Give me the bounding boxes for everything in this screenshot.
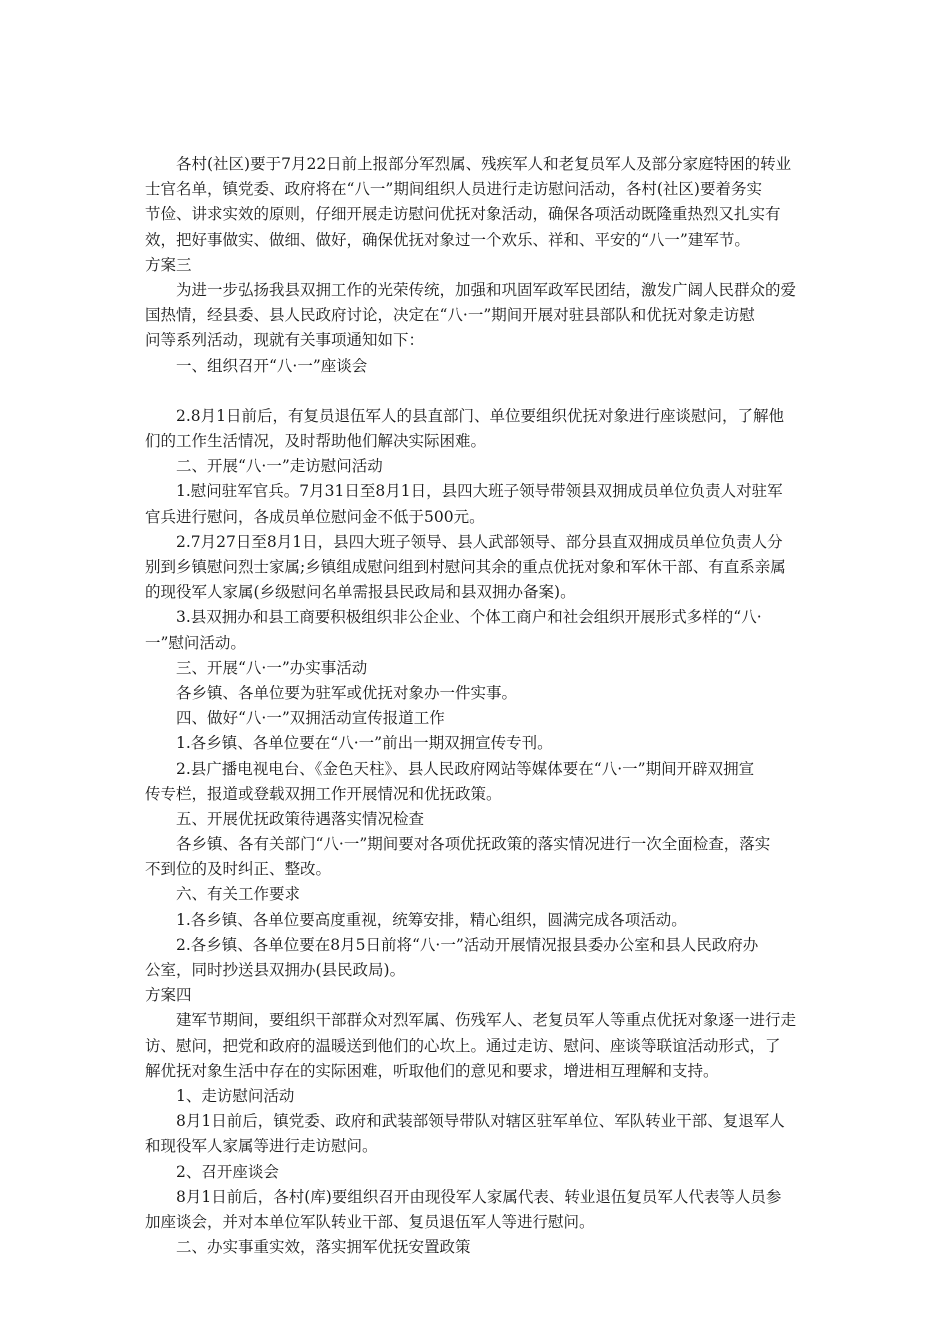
text-line: 官兵进行慰问，各成员单位慰问金不低于500元。 xyxy=(145,507,485,526)
text-line: 的现役军人家属(乡级慰问名单需报县民政局和县双拥办备案)。 xyxy=(145,583,576,602)
text-line: 各乡镇、各单位要为驻军或优抚对象办一件实事。 xyxy=(145,683,518,702)
text-line: 一”慰问活动。 xyxy=(145,633,246,652)
text-line: 3.县双拥办和县工商要积极组织非公企业、个体工商户和社会组织开展形式多样的“八· xyxy=(145,608,762,627)
text-line: 们的工作生活情况，及时帮助他们解决实际困难。 xyxy=(145,432,487,451)
text-line: 四、做好“八·一”双拥活动宣传报道工作 xyxy=(145,709,445,728)
text-line: 访、慰问，把党和政府的温暖送到他们的心坎上。通过走访、慰问、座谈等联谊活动形式，了 xyxy=(145,1036,781,1055)
text-line: 和现役军人家属等进行走访慰问。 xyxy=(145,1137,378,1156)
text-line: 效，把好事做实、做细、做好，确保优抚对象过一个欢乐、祥和、平安的“八一”建军节。 xyxy=(145,230,750,249)
text-line: 8月1日前后，各村(库)要组织召开由现役军人家属代表、转业退伍复员军人代表等人员参 xyxy=(145,1187,782,1206)
text-line: 各乡镇、各有关部门“八·一”期间要对各项优抚政策的落实情况进行一次全面检查，落实 xyxy=(145,835,771,854)
text-line: 二、开展“八·一”走访慰问活动 xyxy=(145,457,383,476)
text-line: 1.慰问驻军官兵。7月31日至8月1日，县四大班子领导带领县双拥成员单位负责人对驻军 xyxy=(145,482,783,501)
text-line: 传专栏，报道或登载双拥工作开展情况和优抚政策。 xyxy=(145,784,502,803)
document-body xyxy=(145,152,805,1260)
text-line: 1.各乡镇、各单位要高度重视，统筹安排，精心组织，圆满完成各项活动。 xyxy=(145,910,687,929)
text-line: 为进一步弘扬我县双拥工作的光荣传统，加强和巩固军政军民团结，激发广阔人民群众的爱 xyxy=(145,280,797,299)
text-line: 三、开展“八·一”办实事活动 xyxy=(145,658,368,677)
text-line: 士官名单，镇党委、政府将在“八一”期间组织人员进行走访慰问活动，各村(社区)要着务实 xyxy=(145,180,762,199)
text-line xyxy=(145,379,805,404)
text-line: 二、办实事重实效，落实拥军优抚安置政策 xyxy=(145,1238,471,1257)
text-line: 五、开展优抚政策待遇落实情况检查 xyxy=(145,809,425,828)
text-line: 1、走访慰问活动 xyxy=(145,1086,295,1105)
text-line: 国热情，经县委、县人民政府讨论，决定在“八·一”期间开展对驻县部队和优抚对象走访慰 xyxy=(145,306,755,325)
text-line: 一、组织召开“八·一”座谈会 xyxy=(145,356,368,375)
text-line: 8月1日前后，镇党委、政府和武装部领导带队对辖区驻军单位、军队转业干部、复退军人 xyxy=(145,1112,785,1131)
text-line: 不到位的及时纠正、整改。 xyxy=(145,860,332,879)
text-line: 方案三 xyxy=(145,255,192,274)
text-line: 2.县广播电视电台、《金色天柱》、县人民政府网站等媒体要在“八·一”期间开辟双拥宣 xyxy=(145,759,755,778)
text-line: 方案四 xyxy=(145,986,192,1005)
text-line: 问等系列活动，现就有关事项通知如下： xyxy=(145,331,425,350)
text-line: 加座谈会，并对本单位军队转业干部、复员退伍军人等进行慰问。 xyxy=(145,1212,595,1231)
text-line: 别到乡镇慰问烈士家属;乡镇组成慰问组到村慰问其余的重点优抚对象和军休干部、有直系亲属 xyxy=(145,558,786,576)
text-line: 1.各乡镇、各单位要在“八·一”前出一期双拥宣传专刊。 xyxy=(145,734,553,753)
text-line: 2.8月1日前后，有复员退伍军人的县直部门、单位要组织优抚对象进行座谈慰问，了解他 xyxy=(145,406,785,425)
text-line: 2、召开座谈会 xyxy=(145,1162,279,1181)
text-line: 各村(社区)要于7月22日前上报部分军烈属、残疾军人和老复员军人及部分家庭特困的转业 xyxy=(145,155,792,173)
text-line: 六、有关工作要求 xyxy=(145,885,301,904)
text-line: 解优抚对象生活中存在的实际困难，听取他们的意见和要求，增进相互理解和支持。 xyxy=(145,1061,719,1080)
text-line: 节俭、讲求实效的原则，仔细开展走访慰问优抚对象活动，确保各项活动既隆重热烈又扎实有 xyxy=(145,205,781,224)
text-line: 建军节期间，要组织干部群众对烈军属、伤残军人、老复员军人等重点优抚对象逐一进行走 xyxy=(145,1011,797,1030)
text-line: 公室，同时抄送县双拥办(县民政局)。 xyxy=(145,961,406,979)
text-line: 2.各乡镇、各单位要在8月5日前将“八·一”活动开展情况报县委办公室和县人民政府办 xyxy=(145,935,759,954)
text-line: 2.7月27日至8月1日，县四大班子领导、县人武部领导、部分县直双拥成员单位负责人分 xyxy=(145,532,783,551)
